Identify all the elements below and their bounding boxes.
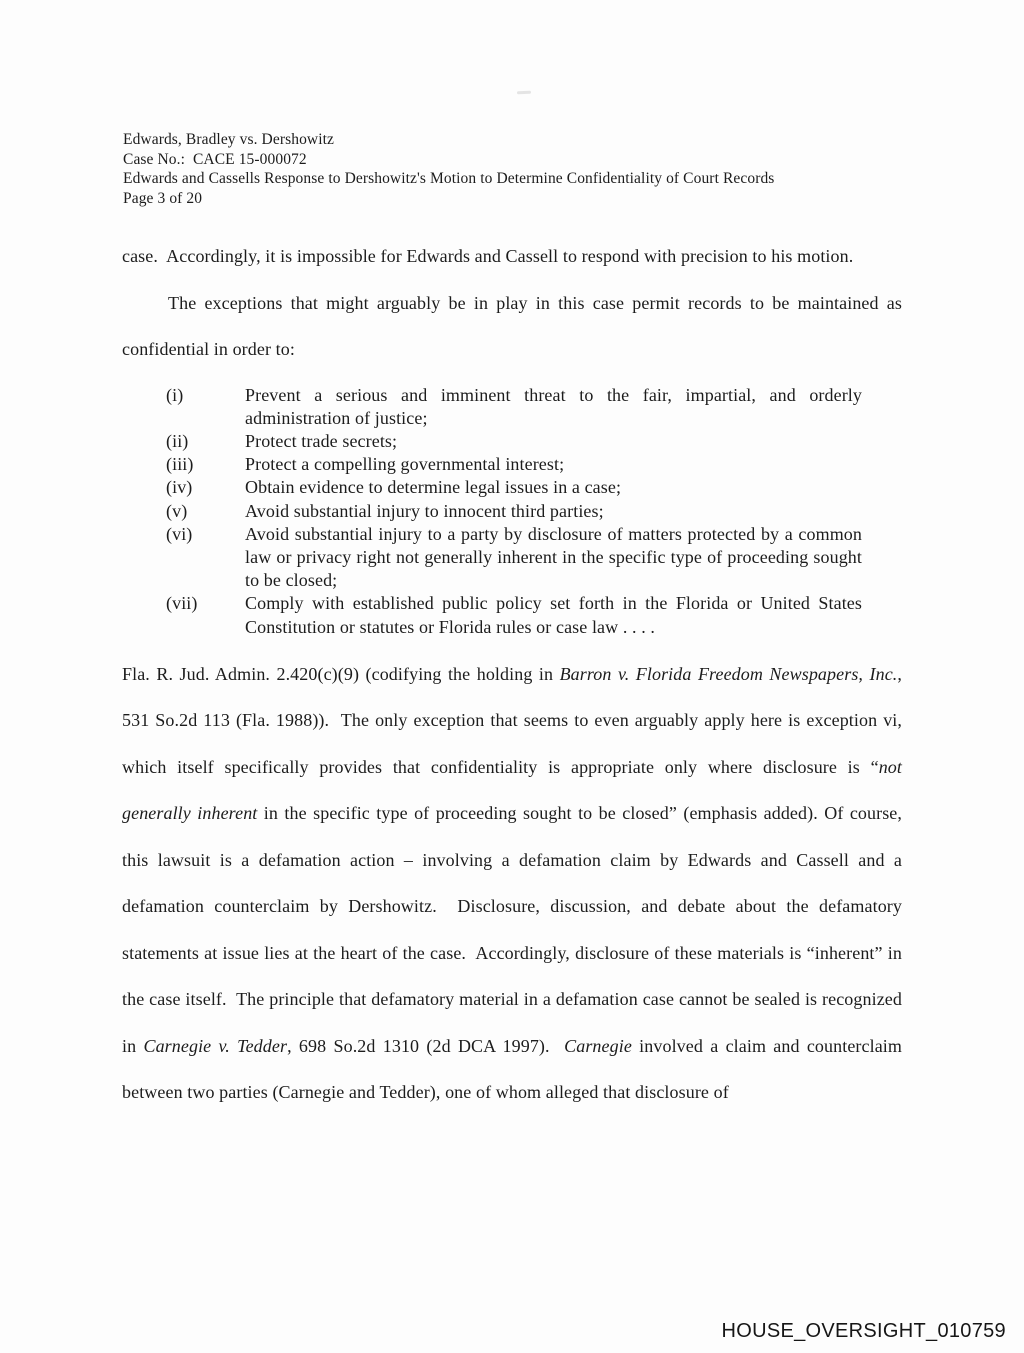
header-case-name: Edwards, Bradley vs. Dershowitz	[123, 131, 335, 148]
list-item	[122, 592, 902, 638]
list-item-text: Avoid substantial injury to a party by disclosure of matters protected by a common law or privacy right not generally inherent in the specific type of proceeding sought to be closed;	[245, 523, 862, 591]
list-item	[122, 384, 902, 430]
list-item	[122, 500, 902, 523]
list-item-text: Avoid substantial injury to innocent third parties;	[245, 500, 604, 521]
bates-number: HOUSE_OVERSIGHT_010759	[721, 1320, 1006, 1342]
list-item-numeral: (v)	[166, 500, 188, 521]
list-item-text: Protect trade secrets;	[245, 430, 398, 451]
header-case-number: Case No.: CACE 15-000072	[123, 150, 307, 168]
list-item-numeral: (iv)	[166, 477, 193, 498]
list-item-text: Protect a compelling governmental interest;	[245, 454, 565, 475]
list-item-text: Prevent a serious and imminent threat to the fair, impartial, and orderly administration of justice;	[245, 384, 862, 428]
list-item-numeral: (iii)	[166, 454, 194, 475]
header-page-number: Page 3 of 20	[123, 189, 203, 207]
list-item	[122, 523, 902, 593]
list-item-numeral: (ii)	[166, 430, 189, 451]
list-item-numeral: (vii)	[166, 593, 198, 614]
scan-artifact	[517, 91, 531, 94]
list-item-text: Obtain evidence to determine legal issues in a case;	[245, 477, 622, 498]
list-item	[122, 430, 902, 453]
document-body	[122, 233, 902, 1116]
list-item-text: Comply with established public policy set forth in the Florida or United States Constitution or statutes or Florida rules or case law . . . .	[245, 593, 862, 637]
list-item	[122, 453, 902, 476]
document-header	[123, 130, 933, 208]
document-footer	[721, 1320, 1006, 1343]
list-item-numeral: (vi)	[166, 523, 193, 544]
header-document-title: Edwards and Cassells Response to Dershowitz's Motion to Determine Confidentiality of Court Records	[123, 170, 775, 188]
list-item-numeral: (i)	[166, 384, 184, 405]
exceptions-list	[122, 384, 902, 639]
paragraph-continuation: case. Accordingly, it is impossible for Edwards and Cassell to respond with precision to his motion.	[122, 246, 854, 266]
paragraph-argument: Fla. R. Jud. Admin. 2.420(c)(9) (codifying the holding in Barron v. Florida Freedom Newspapers, Inc., 531 So.2d 113 (Fla. 1988)). The only exception that seems to even arguably apply here is exception vi, which itself specifically provides that confidentiality is appropriate only where disclosure is “not generally inherent in the specific type of proceeding sought to be closed” (emphasis added). Of course, this lawsuit is a defamation action – involving a defamation claim by Edwards and Cassell and a defamation counterclaim by Dershowitz. Disclosure, discussion, and debate about the defamatory statements at issue lies at the heart of the case. Accordingly, disclosure of these materials is “inherent” in the case itself. The principle that defamatory material in a defamation case cannot be sealed is recognized in Carnegie v. Tedder, 698 So.2d 1310 (2d DCA 1997). Carnegie involved a claim and counterclaim between two parties (Carnegie and Tedder), one of whom alleged that disclosure of	[122, 663, 902, 1103]
list-item	[122, 476, 902, 499]
paragraph-exceptions-intro: The exceptions that might arguably be in play in this case permit records to be maintained as confidential in order to:	[122, 292, 902, 359]
